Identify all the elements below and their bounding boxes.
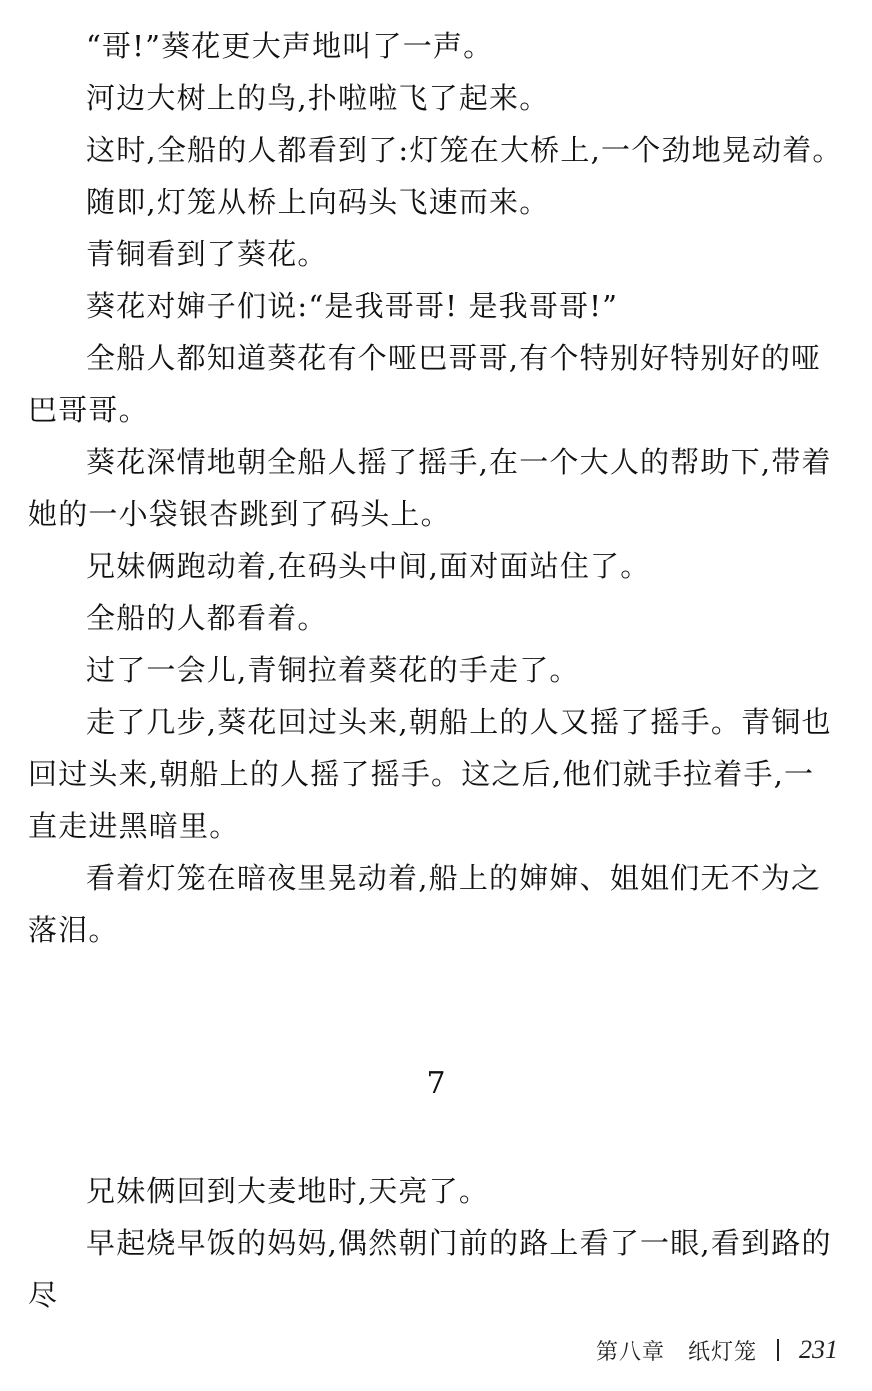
paragraph: 兄妹俩回到大麦地时,天亮了。	[86, 1174, 490, 1208]
paragraph: 走了几步,葵花回过头来,朝船上的人又摇了摇手。青铜也回过头来,朝船上的人摇了摇手。这之后,他们就手拉着手,一直走进黑暗里。	[28, 705, 832, 843]
page-number: 231	[799, 1335, 838, 1364]
paragraph: 随即,灯笼从桥上向码头飞速而来。	[86, 185, 550, 219]
paragraph: 过了一会儿,青铜拉着葵花的手走了。	[86, 653, 580, 687]
paragraph: 这时,全船的人都看到了:灯笼在大桥上,一个劲地晃动着。	[86, 133, 843, 167]
running-head: 第八章 纸灯笼	[595, 1339, 757, 1365]
paragraph: 看着灯笼在暗夜里晃动着,船上的婶婶、姐姐们无不为之落泪。	[28, 861, 822, 947]
paragraph: 葵花深情地朝全船人摇了摇手,在一个大人的帮助下,带着她的一小袋银杏跳到了码头上。	[28, 445, 832, 531]
body-text-after-section	[28, 1165, 843, 1321]
paragraph: 河边大树上的鸟,扑啦啦飞了起来。	[86, 81, 550, 115]
paragraph: 葵花对婶子们说:“是我哥哥! 是我哥哥!”	[86, 289, 619, 323]
paragraph: 兄妹俩跑动着,在码头中间,面对面站住了。	[86, 549, 651, 583]
paragraph: 全船的人都看着。	[86, 601, 328, 635]
body-text-before-section	[28, 20, 843, 956]
paragraph: 青铜看到了葵花。	[86, 237, 328, 271]
paragraph: 早起烧早饭的妈妈,偶然朝门前的路上看了一眼,看到路的尽	[28, 1226, 832, 1312]
paragraph: “哥!”葵花更大声地叫了一声。	[86, 29, 494, 63]
footer-divider	[777, 1339, 779, 1361]
section-number: 7	[426, 1066, 446, 1101]
page-footer	[596, 1328, 838, 1372]
paragraph: 全船人都知道葵花有个哑巴哥哥,有个特别好特别好的哑巴哥哥。	[28, 341, 822, 427]
